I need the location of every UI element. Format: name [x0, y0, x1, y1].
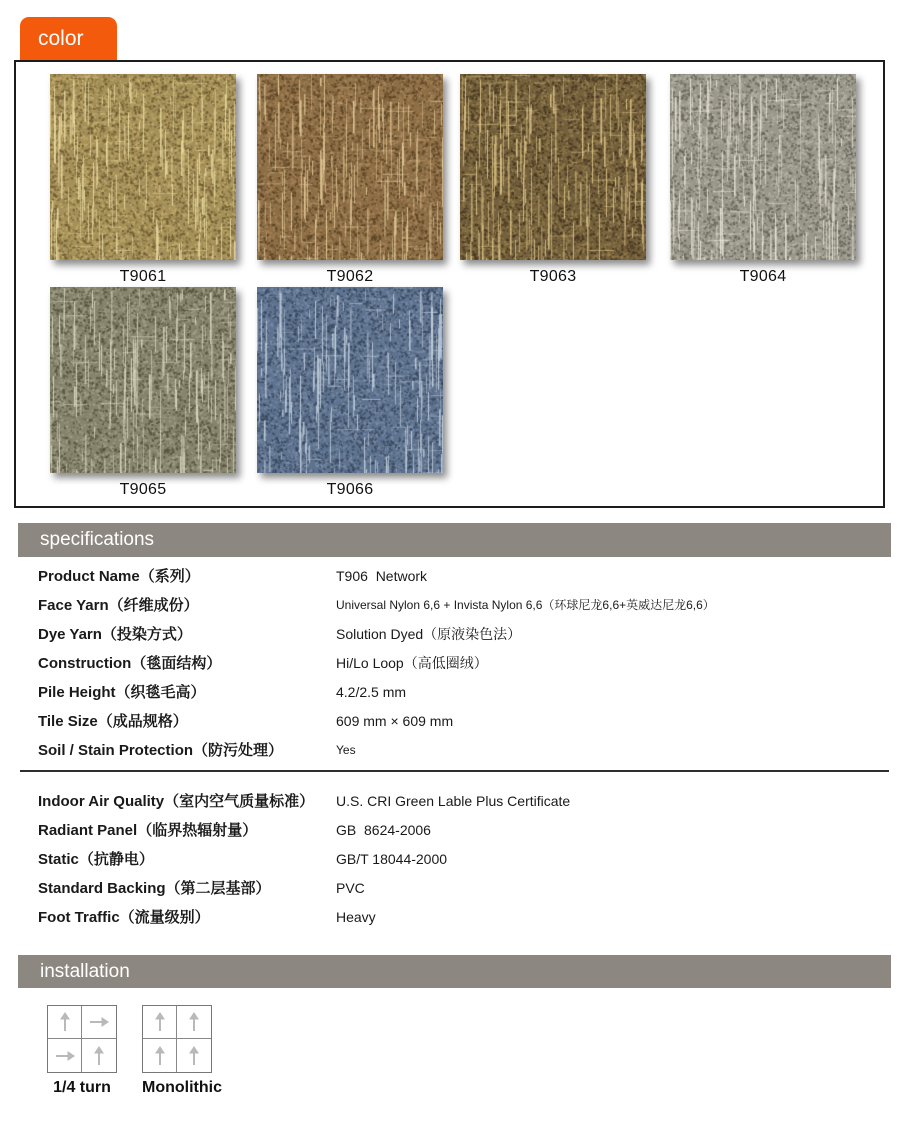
spec-row — [18, 649, 891, 678]
spec-label: Static（抗静电） — [38, 851, 154, 868]
swatch-t9064-image — [670, 74, 856, 260]
spec-row — [18, 620, 891, 649]
spec-row — [18, 816, 891, 845]
spec-value: GB 8624-2006 — [336, 822, 431, 838]
arrow-up-icon — [177, 1039, 211, 1072]
swatch-t9062-image — [257, 74, 443, 260]
swatch-item — [460, 74, 646, 286]
arrow-up-icon — [48, 1006, 82, 1039]
spec-value: 4.2/2.5 mm — [336, 684, 407, 700]
swatch-t9065-image — [50, 287, 236, 473]
color-tab-label: color — [38, 26, 84, 50]
swatch-code-label: T9064 — [739, 268, 787, 285]
spec-value: Heavy — [336, 909, 376, 925]
color-swatch-panel — [14, 60, 885, 508]
spec-value: PVC — [336, 880, 365, 896]
spec-label: Tile Size（成品规格） — [38, 713, 188, 730]
installation-header-label: installation — [40, 960, 130, 982]
swatch-t9063-image — [460, 74, 646, 260]
specifications-table — [18, 562, 891, 932]
spec-group-divider — [20, 770, 889, 772]
swatch-item — [50, 287, 236, 499]
swatch-code-label: T9062 — [326, 268, 374, 285]
swatch-item — [670, 74, 856, 286]
swatch-code-label: T9063 — [529, 268, 577, 285]
installation-pattern-monolithic — [142, 1005, 222, 1097]
installation-patterns — [47, 1005, 222, 1097]
spec-value: 609 mm × 609 mm — [336, 713, 454, 729]
spec-group-2 — [18, 787, 891, 932]
spec-value: U.S. CRI Green Lable Plus Certificate — [336, 793, 571, 809]
swatch-item — [257, 287, 443, 499]
arrow-right-icon — [48, 1039, 82, 1072]
swatch-code-label: T9065 — [119, 481, 167, 498]
spec-label: Pile Height（织毯毛高） — [38, 684, 206, 701]
spec-value: Universal Nylon 6,6 + Invista Nylon 6,6（环球尼龙6,6+英威达尼龙6,6） — [336, 598, 715, 612]
installation-header — [18, 955, 891, 988]
spec-label: Face Yarn（纤维成份） — [38, 597, 199, 614]
spec-label: Dye Yarn（投染方式） — [38, 626, 192, 643]
spec-row — [18, 874, 891, 903]
arrow-up-icon — [143, 1039, 177, 1072]
spec-row — [18, 591, 891, 620]
spec-row — [18, 678, 891, 707]
spec-label: Foot Traffic（流量级别） — [38, 909, 210, 926]
pattern-label: Monolithic — [142, 1079, 222, 1096]
specifications-header — [18, 523, 891, 557]
pattern-label: 1/4 turn — [53, 1079, 111, 1096]
pattern-grid — [47, 1005, 117, 1073]
pattern-grid — [142, 1005, 212, 1073]
spec-row — [18, 787, 891, 816]
spec-value: Hi/Lo Loop（高低圈绒） — [336, 655, 488, 671]
spec-value: T906 Network — [336, 568, 428, 584]
arrow-up-icon — [177, 1006, 211, 1039]
spec-label: Indoor Air Quality（室内空气质量标准） — [38, 793, 315, 810]
spec-label: Product Name（系列） — [38, 568, 200, 585]
swatch-code-label: T9066 — [326, 481, 374, 498]
spec-label: Soil / Stain Protection（防污处理） — [38, 742, 284, 759]
swatch-t9061-image — [50, 74, 236, 260]
spec-value: Solution Dyed（原液染色法） — [336, 626, 522, 642]
swatch-item — [50, 74, 236, 286]
specifications-header-label: specifications — [40, 529, 155, 550]
spec-row — [18, 845, 891, 874]
spec-row — [18, 562, 891, 591]
spec-label: Radiant Panel（临界热辐射量） — [38, 822, 258, 839]
swatch-code-label: T9061 — [119, 268, 167, 285]
swatch-t9066-image — [257, 287, 443, 473]
color-section-tab — [20, 17, 117, 60]
spec-row — [18, 736, 891, 765]
spec-row — [18, 707, 891, 736]
arrow-up-icon — [82, 1039, 116, 1072]
spec-label: Standard Backing（第二层基部） — [38, 880, 271, 897]
spec-label: Construction（毯面结构） — [38, 655, 222, 672]
spec-value: Yes — [336, 743, 356, 757]
spec-value: GB/T 18044-2000 — [336, 851, 448, 867]
installation-pattern-quarter-turn — [47, 1005, 117, 1097]
spec-row — [18, 903, 891, 932]
arrow-right-icon — [82, 1006, 116, 1039]
swatch-item — [257, 74, 443, 286]
arrow-up-icon — [143, 1006, 177, 1039]
